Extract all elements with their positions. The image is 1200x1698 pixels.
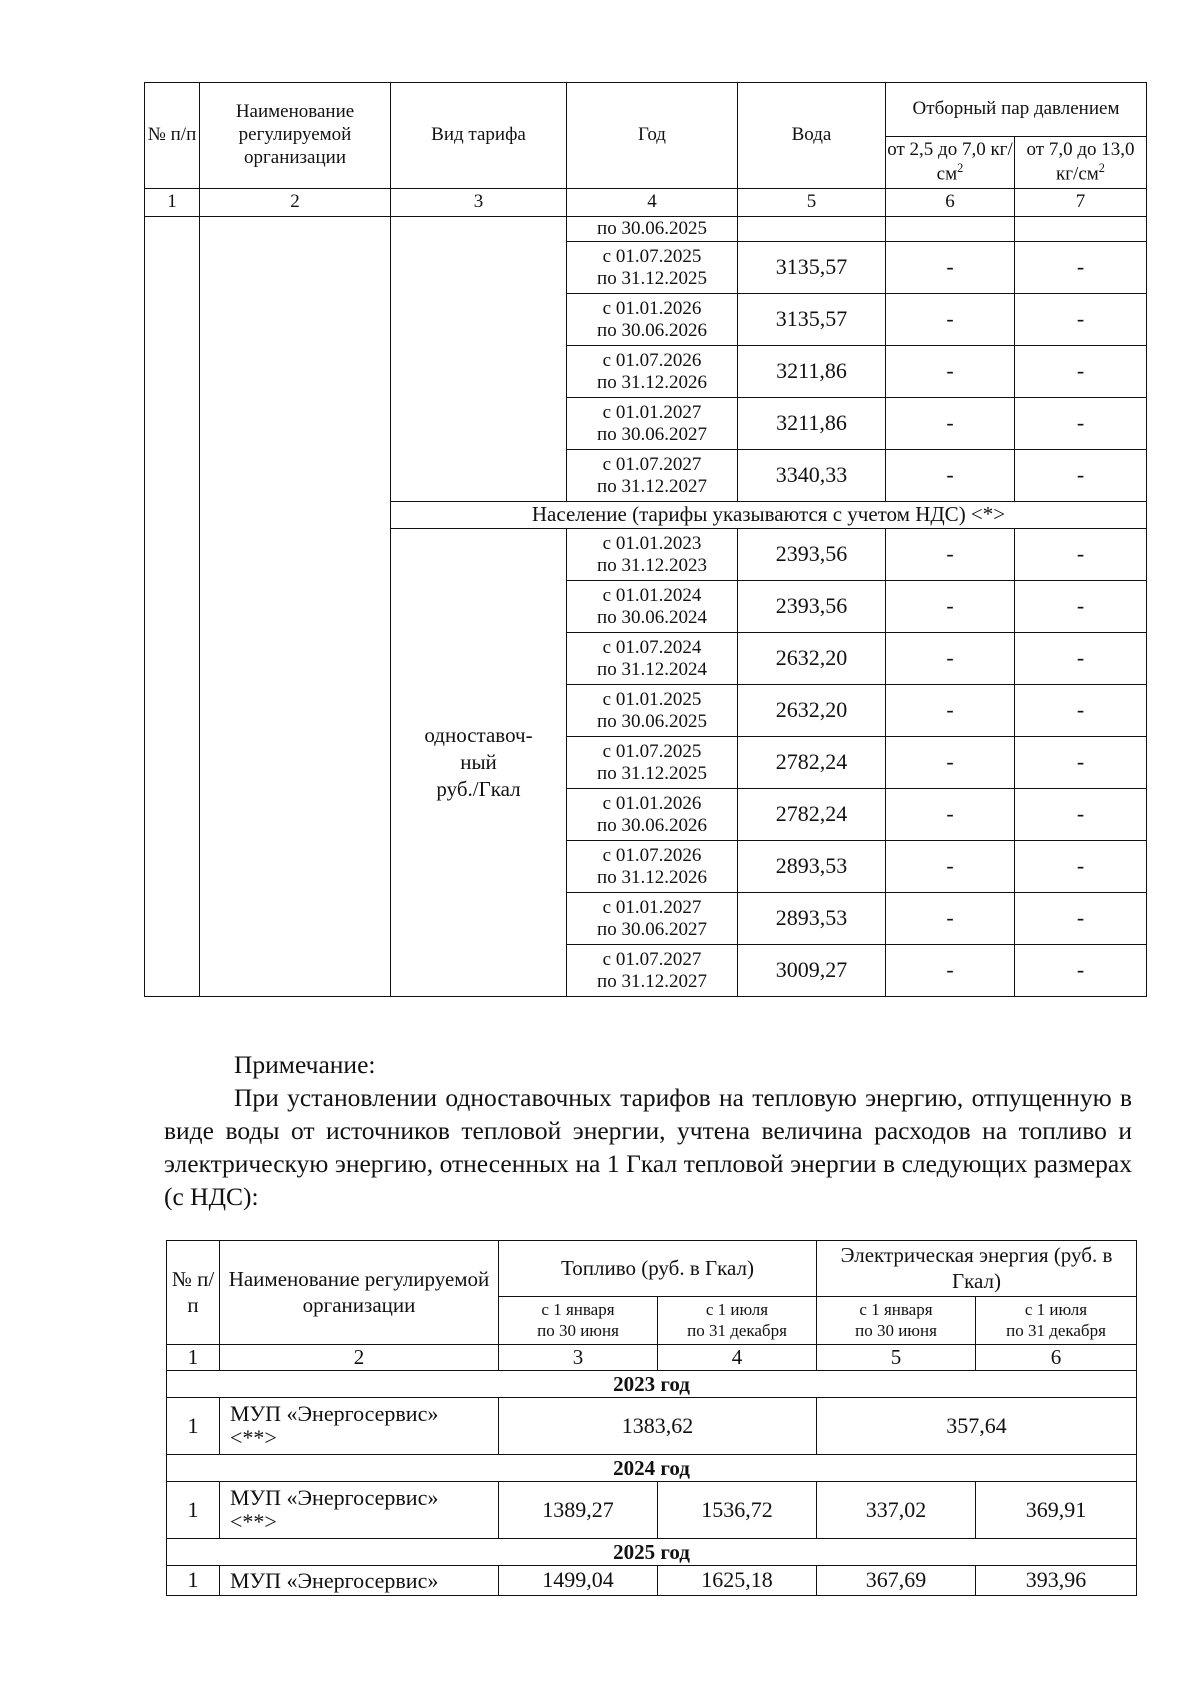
period-cell: с 01.07.2027 по 31.12.2027 [567, 450, 738, 502]
steam-low-cell: - [886, 945, 1015, 997]
header-steam-high: от 7,0 до 13,0 $кг/см^2$ [1015, 137, 1147, 189]
header-year: Год [567, 83, 738, 189]
header-fuel: Топливо (руб. в Гкал) [499, 1241, 817, 1297]
steam-high-cell: - [1015, 633, 1147, 685]
fuel-h2-cell: 1536,72 [658, 1482, 817, 1539]
period-cell: с 01.01.2026 по 30.06.2026 [567, 789, 738, 841]
water-cell: 2632,20 [738, 685, 886, 737]
steam-high-cell: - [1015, 294, 1147, 346]
water-cell: 2893,53 [738, 893, 886, 945]
water-cell: 2393,56 [738, 581, 886, 633]
period-cell: с 01.01.2027 по 30.06.2027 [567, 398, 738, 450]
year-label: 2024 год [167, 1455, 1137, 1482]
tariff-cell-empty [391, 217, 567, 502]
year-row [167, 1371, 1137, 1398]
steam-low-cell: - [886, 450, 1015, 502]
index-cell: 1 [167, 1345, 220, 1371]
table-row [167, 1566, 1137, 1596]
steam-high-cell: - [1015, 581, 1147, 633]
steam-low-cell [886, 217, 1015, 242]
header-power: Электрическая энергия (руб. в Гкал) [817, 1241, 1137, 1297]
header-num: № п/п [167, 1241, 220, 1345]
water-cell: 3009,27 [738, 945, 886, 997]
water-cell: 3340,33 [738, 450, 886, 502]
tariff-index-row [145, 189, 1147, 217]
num-cell-empty [145, 217, 200, 997]
index-cell: 3 [499, 1345, 658, 1371]
steam-high-cell: - [1015, 789, 1147, 841]
tariff-type-cell: одноставоч- ный руб./Гкал [391, 529, 567, 997]
year-row [167, 1539, 1137, 1566]
header-power-h2: с 1 июля по 31 декабря [976, 1297, 1137, 1345]
note-text: При установлении одноставочных тарифов на тепловую энергию, отпущенную в виде воды от источников тепловой энергии, учтена величина расходов на топливо и электрическую энергию, отнесенных на 1 Гкал тепловой энергии в следующих размерах (с НДС): [164, 1083, 1132, 1211]
fuel-h2-cell: 1625,18 [658, 1566, 817, 1596]
steam-low-cell: - [886, 893, 1015, 945]
water-cell: 2632,20 [738, 633, 886, 685]
index-cell: 4 [567, 189, 738, 217]
index-cell: 7 [1015, 189, 1147, 217]
table-row [167, 1398, 1137, 1455]
index-cell: 3 [391, 189, 567, 217]
population-label: Население (тарифы указываются с учетом НДС) <*> [391, 502, 1147, 529]
steam-low-cell: - [886, 841, 1015, 893]
steam-low-cell: - [886, 789, 1015, 841]
index-cell: 6 [976, 1345, 1137, 1371]
header-fuel-h2: с 1 июля по 31 декабря [658, 1297, 817, 1345]
steam-high-cell: - [1015, 685, 1147, 737]
steam-high-cell: - [1015, 737, 1147, 789]
num-cell: 1 [167, 1482, 220, 1539]
water-cell: 3211,86 [738, 346, 886, 398]
steam-low-cell: - [886, 737, 1015, 789]
period-cell: с 01.01.2023 по 31.12.2023 [567, 529, 738, 581]
note-block [164, 1048, 1132, 1213]
period-cell: с 01.01.2024 по 30.06.2024 [567, 581, 738, 633]
period-cell: с 01.01.2025 по 30.06.2025 [567, 685, 738, 737]
index-cell: 5 [738, 189, 886, 217]
org-cell: МУП «Энергосервис» <**> [220, 1482, 499, 1539]
cost-header-row [167, 1241, 1137, 1297]
year-label: 2023 год [167, 1371, 1137, 1398]
header-power-h1: с 1 января по 30 июня [817, 1297, 976, 1345]
num-cell: 1 [167, 1398, 220, 1455]
steam-high-cell: - [1015, 242, 1147, 294]
cost-table [166, 1240, 1137, 1596]
org-cell: МУП «Энергосервис» [220, 1566, 499, 1596]
fuel-h1-cell: 1499,04 [499, 1566, 658, 1596]
index-cell: 1 [145, 189, 200, 217]
steam-high-cell: - [1015, 841, 1147, 893]
table-row [145, 217, 1147, 242]
tariff-header-row [145, 83, 1147, 137]
water-cell: 3135,57 [738, 242, 886, 294]
steam-low-cell: - [886, 633, 1015, 685]
period-cell: по 30.06.2025 [567, 217, 738, 242]
period-cell: с 01.07.2024 по 31.12.2024 [567, 633, 738, 685]
header-steam-low: от 2,5 до 7,0 $кг/см^2$ [886, 137, 1015, 189]
header-fuel-h1: с 1 января по 30 июня [499, 1297, 658, 1345]
period-cell: с 01.07.2025 по 31.12.2025 [567, 737, 738, 789]
power-h1-cell: 367,69 [817, 1566, 976, 1596]
water-cell: 3135,57 [738, 294, 886, 346]
steam-low-cell: - [886, 685, 1015, 737]
index-cell: 2 [220, 1345, 499, 1371]
water-cell: 2782,24 [738, 789, 886, 841]
steam-low-cell: - [886, 529, 1015, 581]
year-row [167, 1455, 1137, 1482]
power-h2-cell: 369,91 [976, 1482, 1137, 1539]
water-cell [738, 217, 886, 242]
steam-low-cell: - [886, 294, 1015, 346]
index-cell: 4 [658, 1345, 817, 1371]
year-label: 2025 год [167, 1539, 1137, 1566]
power-h1-cell: 337,02 [817, 1482, 976, 1539]
water-cell: 2893,53 [738, 841, 886, 893]
note-title: Примечание: [234, 1050, 376, 1079]
steam-high-cell [1015, 217, 1147, 242]
power-h2-cell: 393,96 [976, 1566, 1137, 1596]
power-cell: 357,64 [817, 1398, 1137, 1455]
steam-high-cell: - [1015, 346, 1147, 398]
steam-low-cell: - [886, 242, 1015, 294]
period-cell: с 01.07.2026 по 31.12.2026 [567, 841, 738, 893]
org-cell-empty [200, 217, 391, 997]
steam-high-cell: - [1015, 893, 1147, 945]
header-tariff: Вид тарифа [391, 83, 567, 189]
header-org: Наименование регулируемой организации [220, 1241, 499, 1345]
table-row [167, 1482, 1137, 1539]
steam-low-cell: - [886, 581, 1015, 633]
org-cell: МУП «Энергосервис» <**> [220, 1398, 499, 1455]
index-cell: 6 [886, 189, 1015, 217]
steam-high-cell: - [1015, 945, 1147, 997]
water-cell: 2782,24 [738, 737, 886, 789]
tariff-table [144, 82, 1147, 997]
index-cell: 5 [817, 1345, 976, 1371]
header-org: Наименование регулируемой организации [200, 83, 391, 189]
fuel-cell: 1383,62 [499, 1398, 817, 1455]
period-cell: с 01.07.2027 по 31.12.2027 [567, 945, 738, 997]
fuel-h1-cell: 1389,27 [499, 1482, 658, 1539]
period-cell: с 01.07.2025 по 31.12.2025 [567, 242, 738, 294]
index-cell: 2 [200, 189, 391, 217]
period-cell: с 01.07.2026 по 31.12.2026 [567, 346, 738, 398]
water-cell: 3211,86 [738, 398, 886, 450]
num-cell: 1 [167, 1566, 220, 1596]
steam-high-cell: - [1015, 398, 1147, 450]
header-water: Вода [738, 83, 886, 189]
cost-index-row [167, 1345, 1137, 1371]
header-num: № п/п [145, 83, 200, 189]
steam-high-cell: - [1015, 529, 1147, 581]
period-cell: с 01.01.2027 по 30.06.2027 [567, 893, 738, 945]
header-steam: Отборный пар давлением [886, 83, 1147, 137]
steam-high-cell: - [1015, 450, 1147, 502]
period-cell: с 01.01.2026 по 30.06.2026 [567, 294, 738, 346]
water-cell: 2393,56 [738, 529, 886, 581]
steam-low-cell: - [886, 398, 1015, 450]
steam-low-cell: - [886, 346, 1015, 398]
